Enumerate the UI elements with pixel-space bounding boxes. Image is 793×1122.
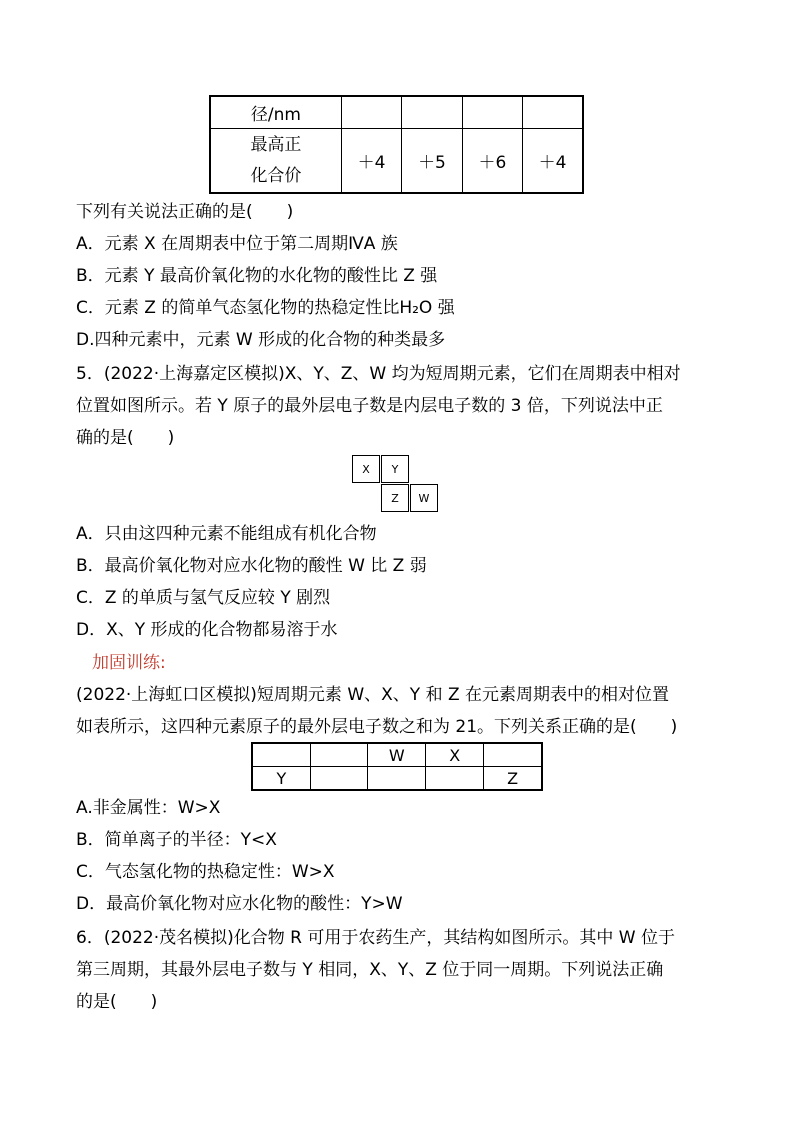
reinforce-heading: 加固训练: <box>92 653 166 673</box>
table-row <box>210 96 583 129</box>
question-6-line: 6．(2022·茂名模拟)化合物 R 可用于农药生产，其结构如图所示。其中 W 位于 <box>76 928 675 948</box>
question-stem: 下列有关说法正确的是( ) <box>76 202 294 222</box>
reinforce-line: 如表所示，这四种元素原子的最外层电子数之和为 21。下列关系正确的是( ) <box>76 717 678 737</box>
table-cell <box>341 96 401 129</box>
option-b: B．简单离子的半径：Y<X <box>76 830 277 850</box>
option-d: D．X、Y 形成的化合物都易溶于水 <box>76 620 338 640</box>
table-cell: W <box>368 743 426 767</box>
element-data-table <box>209 95 584 194</box>
option-a: A.非金属性：W>X <box>76 798 221 818</box>
option-b: B．最高价氧化物对应水化物的酸性 W 比 Z 弱 <box>76 556 427 576</box>
option-c <box>76 296 455 320</box>
grid-cell-x: X <box>352 455 380 483</box>
table-cell <box>426 767 484 791</box>
table-cell: ＋5 <box>402 129 462 194</box>
reinforce-line: (2022·上海虹口区模拟)短周期元素 W、X、Y 和 Z 在元素周期表中的相对位置 <box>76 685 670 705</box>
table-cell: ＋4 <box>341 129 401 194</box>
table-cell <box>310 743 368 767</box>
question-6-line: 第三周期，其最外层电子数与 Y 相同，X、Y、Z 位于同一周期。下列说法正确 <box>76 960 664 980</box>
table-cell <box>484 743 542 767</box>
table-cell <box>462 96 522 129</box>
element-position-table <box>251 742 543 791</box>
option-c: C．气态氢化物的热稳定性：W>X <box>76 862 335 882</box>
grid-cell-z: Z <box>381 484 409 512</box>
table-cell <box>368 767 426 791</box>
grid-cell-w: W <box>410 484 438 512</box>
table-cell <box>252 743 310 767</box>
table-row <box>210 129 583 194</box>
row-label-line: 最高正 <box>250 134 302 155</box>
grid-cell-y: Y <box>381 455 409 483</box>
question-5-line: 5．(2022·上海嘉定区模拟)X、Y、Z、W 均为短周期元素，它们在周期表中相对 <box>76 364 681 384</box>
table-cell: Y <box>252 767 310 791</box>
option-a: A．只由这四种元素不能组成有机化合物 <box>76 524 377 544</box>
option-d: D.四种元素中，元素 W 形成的化合物的种类最多 <box>76 330 446 350</box>
table-cell: ＋4 <box>523 129 583 194</box>
row-label-line: 化合价 <box>250 165 302 186</box>
row-label <box>210 129 341 194</box>
option-a: A．元素 X 在周期表中位于第二周期ⅣA 族 <box>76 234 398 254</box>
question-5-line: 位置如图所示。若 Y 原子的最外层电子数是内层电子数的 3 倍，下列说法中正 <box>76 396 663 416</box>
option-c-text: C．元素 Z 的简单气态氢化物的热稳定性比 <box>76 298 400 318</box>
question-5-line: 确的是( ) <box>76 428 175 448</box>
table-cell: X <box>426 743 484 767</box>
table-cell <box>310 767 368 791</box>
table-cell <box>402 96 462 129</box>
table-cell <box>523 96 583 129</box>
option-d: D．最高价氧化物对应水化物的酸性：Y>W <box>76 894 403 914</box>
table-row <box>252 767 542 791</box>
table-row <box>252 743 542 767</box>
table-cell: ＋6 <box>462 129 522 194</box>
question-6-line: 的是( ) <box>76 992 158 1012</box>
row-label: 径/nm <box>210 96 341 129</box>
h2o-formula: H₂O 强 <box>399 298 455 318</box>
option-c: C．Z 的单质与氢气反应较 Y 剧烈 <box>76 588 331 608</box>
table-cell: Z <box>484 767 542 791</box>
option-b: B．元素 Y 最高价氧化物的水化物的酸性比 Z 强 <box>76 266 438 286</box>
